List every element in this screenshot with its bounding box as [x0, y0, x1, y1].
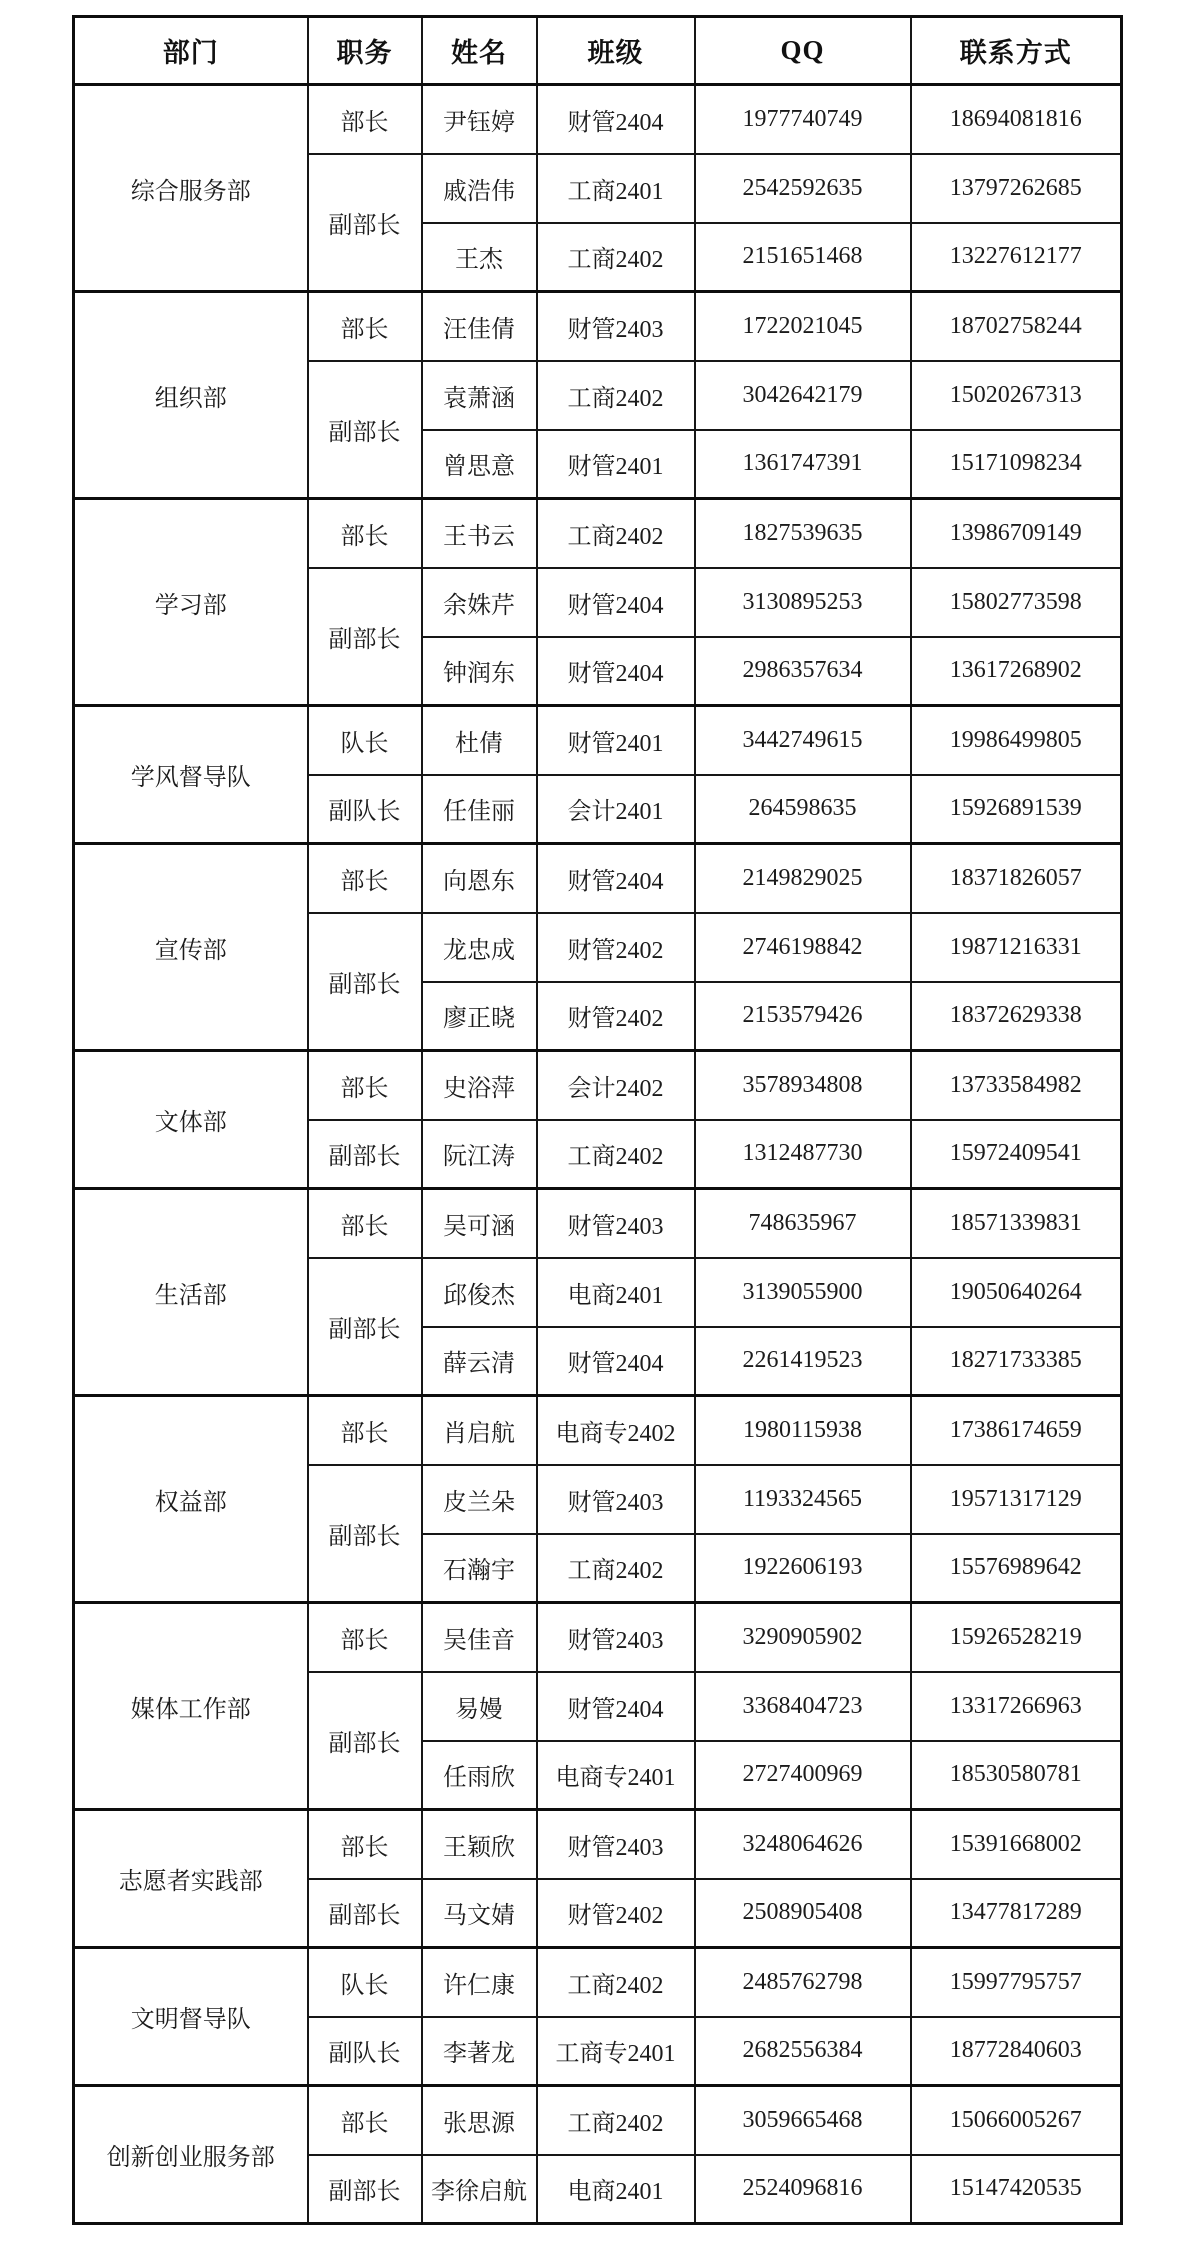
name-cell: 许仁康: [422, 1948, 537, 2017]
phone-cell: 15576989642: [911, 1534, 1122, 1603]
class-cell: 财管2404: [537, 85, 695, 154]
name-cell: 肖启航: [422, 1396, 537, 1465]
position-cell: 副部长: [308, 1465, 422, 1603]
position-cell: 副部长: [308, 913, 422, 1051]
table-row: [74, 1948, 1122, 2017]
phone-cell: 15147420535: [911, 2155, 1122, 2224]
name-cell: 曾思意: [422, 430, 537, 499]
position-cell: 副部长: [308, 1120, 422, 1189]
qq-cell: 3290905902: [695, 1603, 911, 1672]
position-cell: 部长: [308, 1810, 422, 1879]
name-cell: 汪佳倩: [422, 292, 537, 361]
qq-cell: 2485762798: [695, 1948, 911, 2017]
qq-cell: 1361747391: [695, 430, 911, 499]
class-cell: 工商2402: [537, 361, 695, 430]
department-cell: 生活部: [74, 1189, 308, 1396]
position-cell: 队长: [308, 706, 422, 775]
name-cell: 余姝芹: [422, 568, 537, 637]
qq-cell: 1312487730: [695, 1120, 911, 1189]
name-cell: 阮江涛: [422, 1120, 537, 1189]
class-cell: 财管2404: [537, 637, 695, 706]
qq-cell: 2986357634: [695, 637, 911, 706]
phone-cell: 15020267313: [911, 361, 1122, 430]
table-row: [74, 292, 1122, 361]
position-cell: 部长: [308, 1051, 422, 1120]
phone-cell: 18372629338: [911, 982, 1122, 1051]
name-cell: 邱俊杰: [422, 1258, 537, 1327]
position-cell: 部长: [308, 2086, 422, 2155]
position-cell: 副部长: [308, 2155, 422, 2224]
phone-cell: 13617268902: [911, 637, 1122, 706]
qq-cell: 3368404723: [695, 1672, 911, 1741]
qq-cell: 264598635: [695, 775, 911, 844]
position-cell: 部长: [308, 292, 422, 361]
qq-cell: 2727400969: [695, 1741, 911, 1810]
department-cell: 宣传部: [74, 844, 308, 1051]
name-cell: 史浴萍: [422, 1051, 537, 1120]
table-row: [74, 1603, 1122, 1672]
name-cell: 尹钰婷: [422, 85, 537, 154]
class-cell: 工商2402: [537, 2086, 695, 2155]
position-cell: 部长: [308, 844, 422, 913]
name-cell: 吴佳音: [422, 1603, 537, 1672]
qq-cell: 3130895253: [695, 568, 911, 637]
name-cell: 易嫚: [422, 1672, 537, 1741]
qq-cell: 1980115938: [695, 1396, 911, 1465]
name-cell: 任雨欣: [422, 1741, 537, 1810]
name-cell: 皮兰朵: [422, 1465, 537, 1534]
phone-cell: 15391668002: [911, 1810, 1122, 1879]
qq-cell: 2151651468: [695, 223, 911, 292]
name-cell: 杜倩: [422, 706, 537, 775]
table-row: [74, 844, 1122, 913]
class-cell: 电商专2401: [537, 1741, 695, 1810]
department-cell: 志愿者实践部: [74, 1810, 308, 1948]
phone-cell: 18271733385: [911, 1327, 1122, 1396]
name-cell: 王杰: [422, 223, 537, 292]
phone-cell: 18702758244: [911, 292, 1122, 361]
header-department: 部门: [74, 17, 308, 85]
name-cell: 马文婧: [422, 1879, 537, 1948]
qq-cell: 2149829025: [695, 844, 911, 913]
contact-table-container: [72, 15, 1123, 2225]
phone-cell: 15997795757: [911, 1948, 1122, 2017]
position-cell: 部长: [308, 85, 422, 154]
phone-cell: 19050640264: [911, 1258, 1122, 1327]
position-cell: 部长: [308, 1396, 422, 1465]
class-cell: 工商2402: [537, 1120, 695, 1189]
position-cell: 副部长: [308, 1879, 422, 1948]
class-cell: 财管2404: [537, 1672, 695, 1741]
name-cell: 龙忠成: [422, 913, 537, 982]
class-cell: 财管2403: [537, 1810, 695, 1879]
class-cell: 财管2402: [537, 1879, 695, 1948]
name-cell: 钟润东: [422, 637, 537, 706]
phone-cell: 15171098234: [911, 430, 1122, 499]
class-cell: 财管2404: [537, 568, 695, 637]
qq-cell: 3578934808: [695, 1051, 911, 1120]
table-row: [74, 85, 1122, 154]
table-row: [74, 1051, 1122, 1120]
phone-cell: 13317266963: [911, 1672, 1122, 1741]
phone-cell: 13986709149: [911, 499, 1122, 568]
class-cell: 工商2401: [537, 154, 695, 223]
class-cell: 财管2403: [537, 292, 695, 361]
department-cell: 综合服务部: [74, 85, 308, 292]
department-cell: 权益部: [74, 1396, 308, 1603]
name-cell: 石瀚宇: [422, 1534, 537, 1603]
class-cell: 工商2402: [537, 223, 695, 292]
position-cell: 队长: [308, 1948, 422, 2017]
phone-cell: 18571339831: [911, 1189, 1122, 1258]
header-qq: QQ: [695, 17, 911, 85]
qq-cell: 2682556384: [695, 2017, 911, 2086]
class-cell: 会计2401: [537, 775, 695, 844]
qq-cell: 1977740749: [695, 85, 911, 154]
table-row: [74, 1189, 1122, 1258]
department-cell: 学习部: [74, 499, 308, 706]
header-name: 姓名: [422, 17, 537, 85]
table-row: [74, 1396, 1122, 1465]
class-cell: 财管2404: [537, 1327, 695, 1396]
table-row: [74, 706, 1122, 775]
qq-cell: 1193324565: [695, 1465, 911, 1534]
class-cell: 财管2403: [537, 1603, 695, 1672]
position-cell: 副部长: [308, 361, 422, 499]
position-cell: 部长: [308, 499, 422, 568]
department-cell: 创新创业服务部: [74, 2086, 308, 2224]
department-cell: 学风督导队: [74, 706, 308, 844]
position-cell: 部长: [308, 1603, 422, 1672]
name-cell: 吴可涵: [422, 1189, 537, 1258]
class-cell: 财管2403: [537, 1465, 695, 1534]
name-cell: 袁萧涵: [422, 361, 537, 430]
phone-cell: 19571317129: [911, 1465, 1122, 1534]
phone-cell: 18694081816: [911, 85, 1122, 154]
position-cell: 副部长: [308, 568, 422, 706]
phone-cell: 15066005267: [911, 2086, 1122, 2155]
qq-cell: 2524096816: [695, 2155, 911, 2224]
table-row: [74, 2086, 1122, 2155]
class-cell: 工商2402: [537, 1948, 695, 2017]
department-cell: 媒体工作部: [74, 1603, 308, 1810]
position-cell: 副队长: [308, 775, 422, 844]
qq-cell: 3059665468: [695, 2086, 911, 2155]
name-cell: 李著龙: [422, 2017, 537, 2086]
qq-cell: 2508905408: [695, 1879, 911, 1948]
class-cell: 财管2401: [537, 706, 695, 775]
name-cell: 王颖欣: [422, 1810, 537, 1879]
phone-cell: 15802773598: [911, 568, 1122, 637]
name-cell: 戚浩伟: [422, 154, 537, 223]
qq-cell: 1827539635: [695, 499, 911, 568]
class-cell: 财管2402: [537, 913, 695, 982]
qq-cell: 3248064626: [695, 1810, 911, 1879]
header-class: 班级: [537, 17, 695, 85]
header-phone: 联系方式: [911, 17, 1122, 85]
qq-cell: 2153579426: [695, 982, 911, 1051]
phone-cell: 15926528219: [911, 1603, 1122, 1672]
header-row: [74, 17, 1122, 85]
class-cell: 工商2402: [537, 499, 695, 568]
name-cell: 薛云清: [422, 1327, 537, 1396]
class-cell: 会计2402: [537, 1051, 695, 1120]
header-position: 职务: [308, 17, 422, 85]
name-cell: 任佳丽: [422, 775, 537, 844]
department-cell: 文体部: [74, 1051, 308, 1189]
department-cell: 文明督导队: [74, 1948, 308, 2086]
position-cell: 副部长: [308, 1672, 422, 1810]
class-cell: 电商专2402: [537, 1396, 695, 1465]
phone-cell: 13797262685: [911, 154, 1122, 223]
position-cell: 副队长: [308, 2017, 422, 2086]
class-cell: 财管2401: [537, 430, 695, 499]
phone-cell: 15926891539: [911, 775, 1122, 844]
phone-cell: 18530580781: [911, 1741, 1122, 1810]
name-cell: 李徐启航: [422, 2155, 537, 2224]
phone-cell: 13227612177: [911, 223, 1122, 292]
class-cell: 工商专2401: [537, 2017, 695, 2086]
phone-cell: 18772840603: [911, 2017, 1122, 2086]
table-row: [74, 1810, 1122, 1879]
qq-cell: 1722021045: [695, 292, 911, 361]
qq-cell: 2542592635: [695, 154, 911, 223]
phone-cell: 18371826057: [911, 844, 1122, 913]
phone-cell: 19871216331: [911, 913, 1122, 982]
position-cell: 部长: [308, 1189, 422, 1258]
position-cell: 副部长: [308, 154, 422, 292]
phone-cell: 19986499805: [911, 706, 1122, 775]
class-cell: 工商2402: [537, 1534, 695, 1603]
phone-cell: 17386174659: [911, 1396, 1122, 1465]
qq-cell: 3139055900: [695, 1258, 911, 1327]
qq-cell: 1922606193: [695, 1534, 911, 1603]
name-cell: 张思源: [422, 2086, 537, 2155]
class-cell: 财管2402: [537, 982, 695, 1051]
position-cell: 副部长: [308, 1258, 422, 1396]
table-row: [74, 499, 1122, 568]
class-cell: 财管2403: [537, 1189, 695, 1258]
qq-cell: 2261419523: [695, 1327, 911, 1396]
name-cell: 廖正晓: [422, 982, 537, 1051]
class-cell: 电商2401: [537, 2155, 695, 2224]
qq-cell: 3442749615: [695, 706, 911, 775]
class-cell: 财管2404: [537, 844, 695, 913]
qq-cell: 3042642179: [695, 361, 911, 430]
class-cell: 电商2401: [537, 1258, 695, 1327]
phone-cell: 13477817289: [911, 1879, 1122, 1948]
name-cell: 王书云: [422, 499, 537, 568]
phone-cell: 13733584982: [911, 1051, 1122, 1120]
table-body: [74, 85, 1122, 2224]
qq-cell: 748635967: [695, 1189, 911, 1258]
contact-table: [72, 15, 1123, 2225]
qq-cell: 2746198842: [695, 913, 911, 982]
name-cell: 向恩东: [422, 844, 537, 913]
department-cell: 组织部: [74, 292, 308, 499]
phone-cell: 15972409541: [911, 1120, 1122, 1189]
